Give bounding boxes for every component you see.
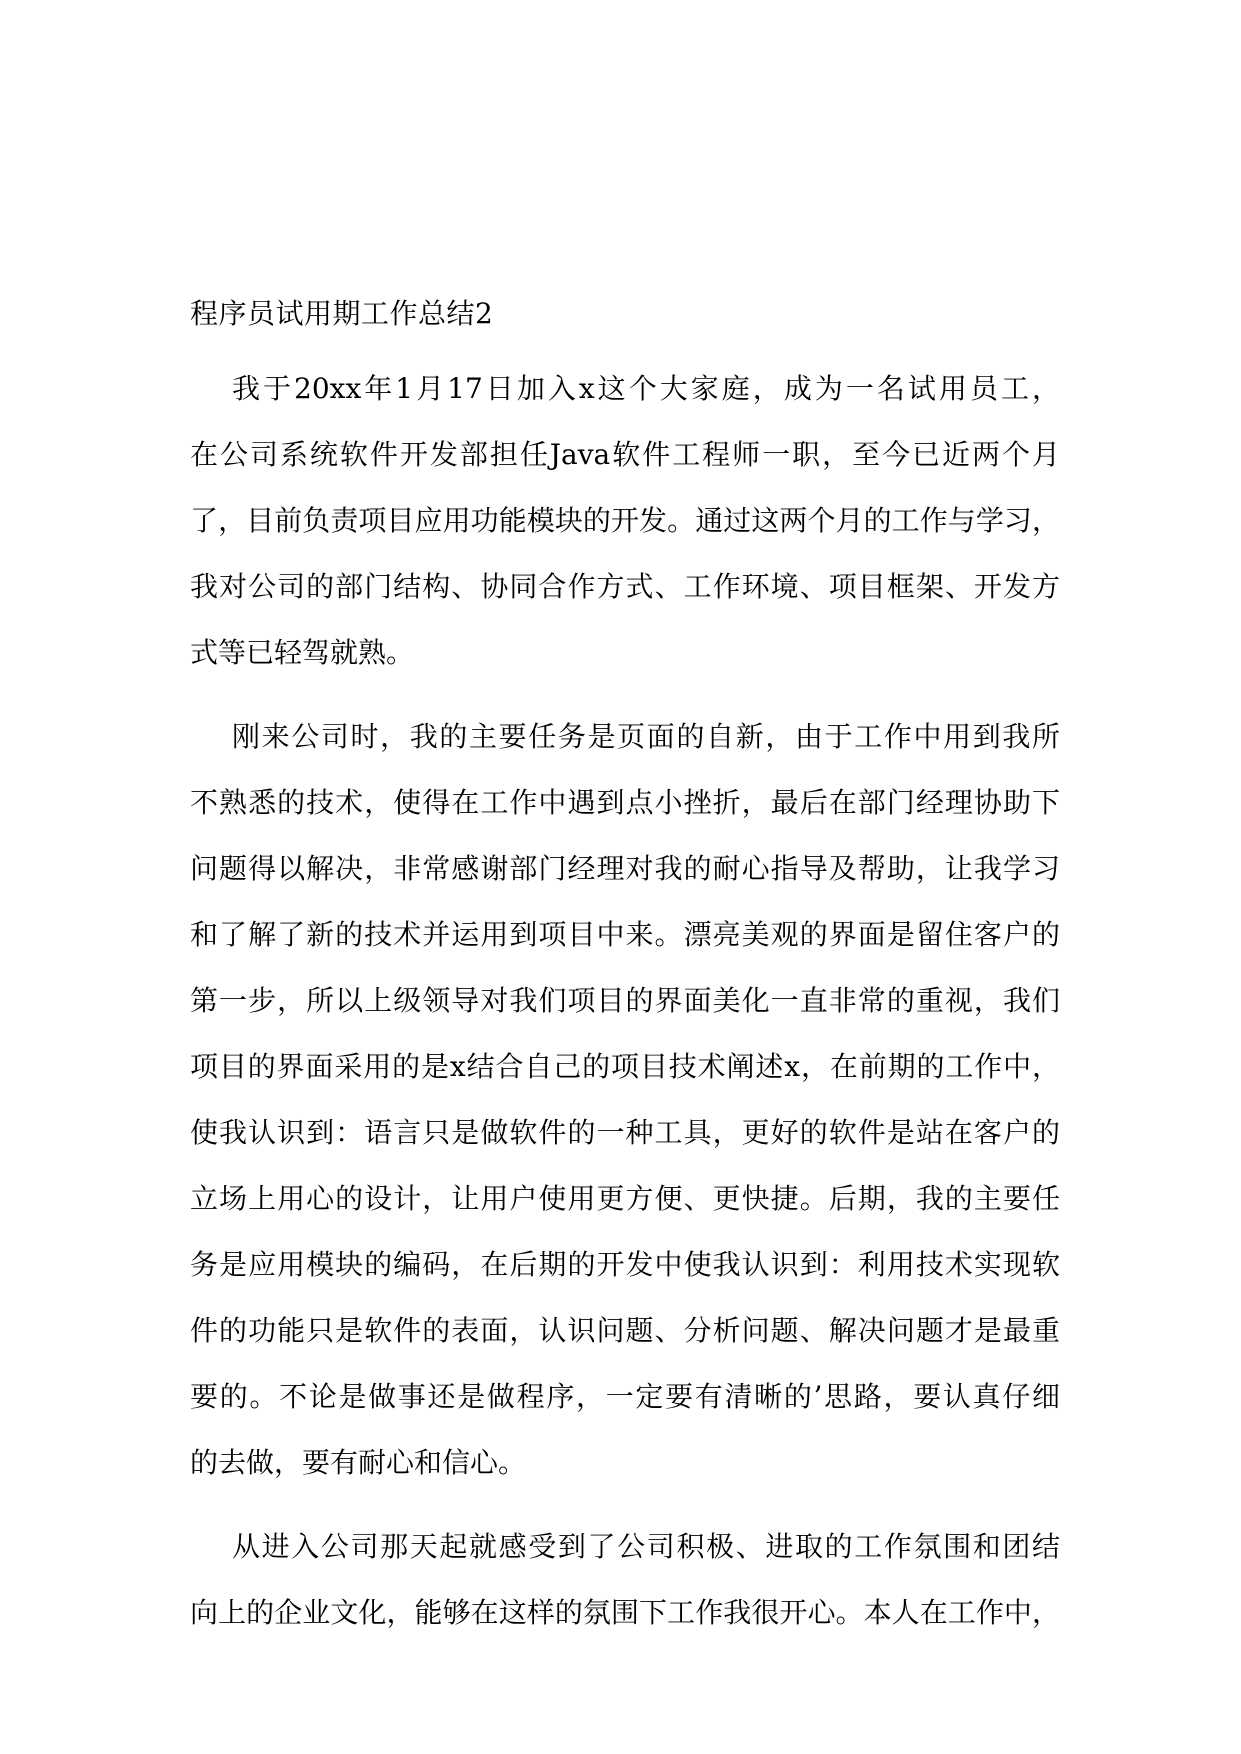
paragraph-line: 的去做，要有耐心和信心。	[190, 1446, 527, 1479]
paragraph-line: 向上的企业文化，能够在这样的氛围下工作我很开心。本人在工作中，	[190, 1596, 1060, 1629]
paragraph-line: 式等已轻驾就熟。	[190, 636, 415, 669]
paragraph-line: 要的。不论是做事还是做程序，一定要有清晰的’思路，要认真仔细	[190, 1380, 1060, 1413]
paragraph-line: 不熟悉的技术，使得在工作中遇到点小挫折，最后在部门经理协助下	[190, 786, 1060, 819]
document-title: 程序员试用期工作总结2	[190, 297, 494, 330]
paragraph-line: 刚来公司时，我的主要任务是页面的自新，由于工作中用到我所	[232, 720, 1060, 753]
paragraph-line: 从进入公司那天起就感受到了公司积极、进取的工作氛围和团结	[232, 1530, 1060, 1563]
paragraph-line: 我于20xx年1月17日加入x这个大家庭，成为一名试用员工，	[232, 372, 1060, 405]
paragraph-line: 在公司系统软件开发部担任Java软件工程师一职，至今已近两个月	[190, 438, 1060, 471]
paragraph-line: 我对公司的部门结构、协同合作方式、工作环境、项目框架、开发方	[190, 570, 1060, 603]
document-body	[190, 290, 1060, 1646]
paragraph-line: 和了解了新的技术并运用到项目中来。漂亮美观的界面是留住客户的	[190, 918, 1060, 951]
paragraph-line: 立场上用心的设计，让用户使用更方便、更快捷。后期，我的主要任	[190, 1182, 1060, 1215]
paragraph-line: 使我认识到：语言只是做软件的一种工具，更好的软件是站在客户的	[190, 1116, 1060, 1149]
paragraph-2	[190, 704, 1060, 1496]
paragraph-line: 问题得以解决，非常感谢部门经理对我的耐心指导及帮助，让我学习	[190, 852, 1060, 885]
paragraph-line: 第一步，所以上级领导对我们项目的界面美化一直非常的重视，我们	[190, 984, 1060, 1017]
paragraph-1	[190, 356, 1060, 686]
paragraph-line: 务是应用模块的编码，在后期的开发中使我认识到：利用技术实现软	[190, 1248, 1060, 1281]
paragraph-3	[190, 1514, 1060, 1646]
paragraph-line: 了，目前负责项目应用功能模块的开发。通过这两个月的工作与学习，	[190, 504, 1060, 537]
paragraph-line: 件的功能只是软件的表面，认识问题、分析问题、解决问题才是最重	[190, 1314, 1060, 1347]
paragraph-line: 项目的界面采用的是x结合自己的项目技术阐述x，在前期的工作中，	[190, 1050, 1060, 1083]
